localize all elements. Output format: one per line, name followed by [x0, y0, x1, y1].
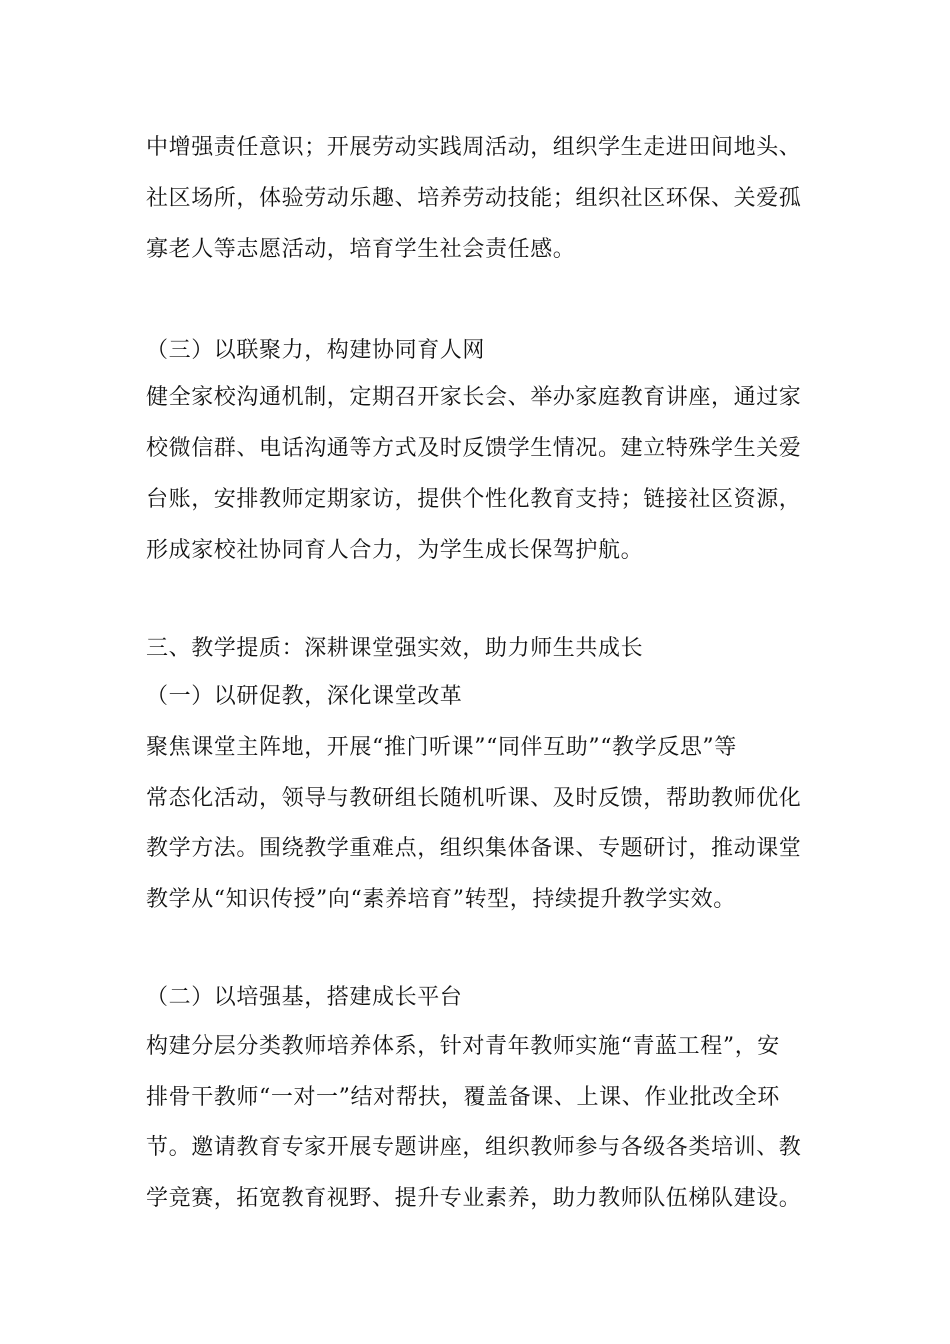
section-3-body-line-2: 校微信群、电话沟通等方式及时反馈学生情况。建立特殊学生关爱	[146, 436, 802, 461]
section-3-body-line-1: 健全家校沟通机制，定期召开家长会、举办家庭教育讲座，通过家	[146, 385, 802, 410]
section-3-body-line-4: 形成家校社协同育人合力，为学生成长保驾护航。	[146, 538, 644, 563]
subsection-2-body-line-3: 节。邀请教育专家开展专题讲座，组织教师参与各级各类培训、教	[146, 1135, 802, 1160]
subsection-2-heading: （二）以培强基，搭建成长平台	[146, 985, 463, 1010]
intro-line-1: 中增强责任意识；开展劳动实践周活动，组织学生走进田间地头、	[146, 135, 802, 160]
section-3-body-line-3: 台账，安排教师定期家访，提供个性化教育支持；链接社区资源，	[146, 487, 802, 512]
intro-line-2: 社区场所，体验劳动乐趣、培养劳动技能；组织社区环保、关爱孤	[146, 186, 802, 211]
subsection-1-body-line-2: 常态化活动，领导与教研组长随机听课、及时反馈，帮助教师优化	[146, 786, 802, 811]
subsection-1-heading: （一）以研促教，深化课堂改革	[146, 684, 463, 709]
subsection-1-body-line-4: 教学从“知识传授”向“素养培育”转型，持续提升教学实效。	[146, 887, 736, 912]
subsection-2-body-line-1: 构建分层分类教师培养体系，针对青年教师实施“青蓝工程”，安	[146, 1034, 780, 1059]
part-3-title: 三、教学提质：深耕课堂强实效，助力师生共成长	[146, 636, 644, 661]
subsection-1-body-line-3: 教学方法。围绕教学重难点，组织集体备课、专题研讨，推动课堂	[146, 836, 802, 861]
subsection-2-body-line-2: 排骨干教师“一对一”结对帮扶，覆盖备课、上课、作业批改全环	[146, 1085, 780, 1110]
subsection-1-body-line-1: 聚焦课堂主阵地，开展“推门听课”“同伴互助”“教学反思”等	[146, 735, 737, 760]
subsection-2-body-line-4: 学竞赛，拓宽教育视野、提升专业素养，助力教师队伍梯队建设。	[146, 1186, 802, 1211]
section-3-heading: （三）以联聚力，构建协同育人网	[146, 338, 486, 363]
intro-line-3: 寡老人等志愿活动，培育学生社会责任感。	[146, 237, 576, 262]
